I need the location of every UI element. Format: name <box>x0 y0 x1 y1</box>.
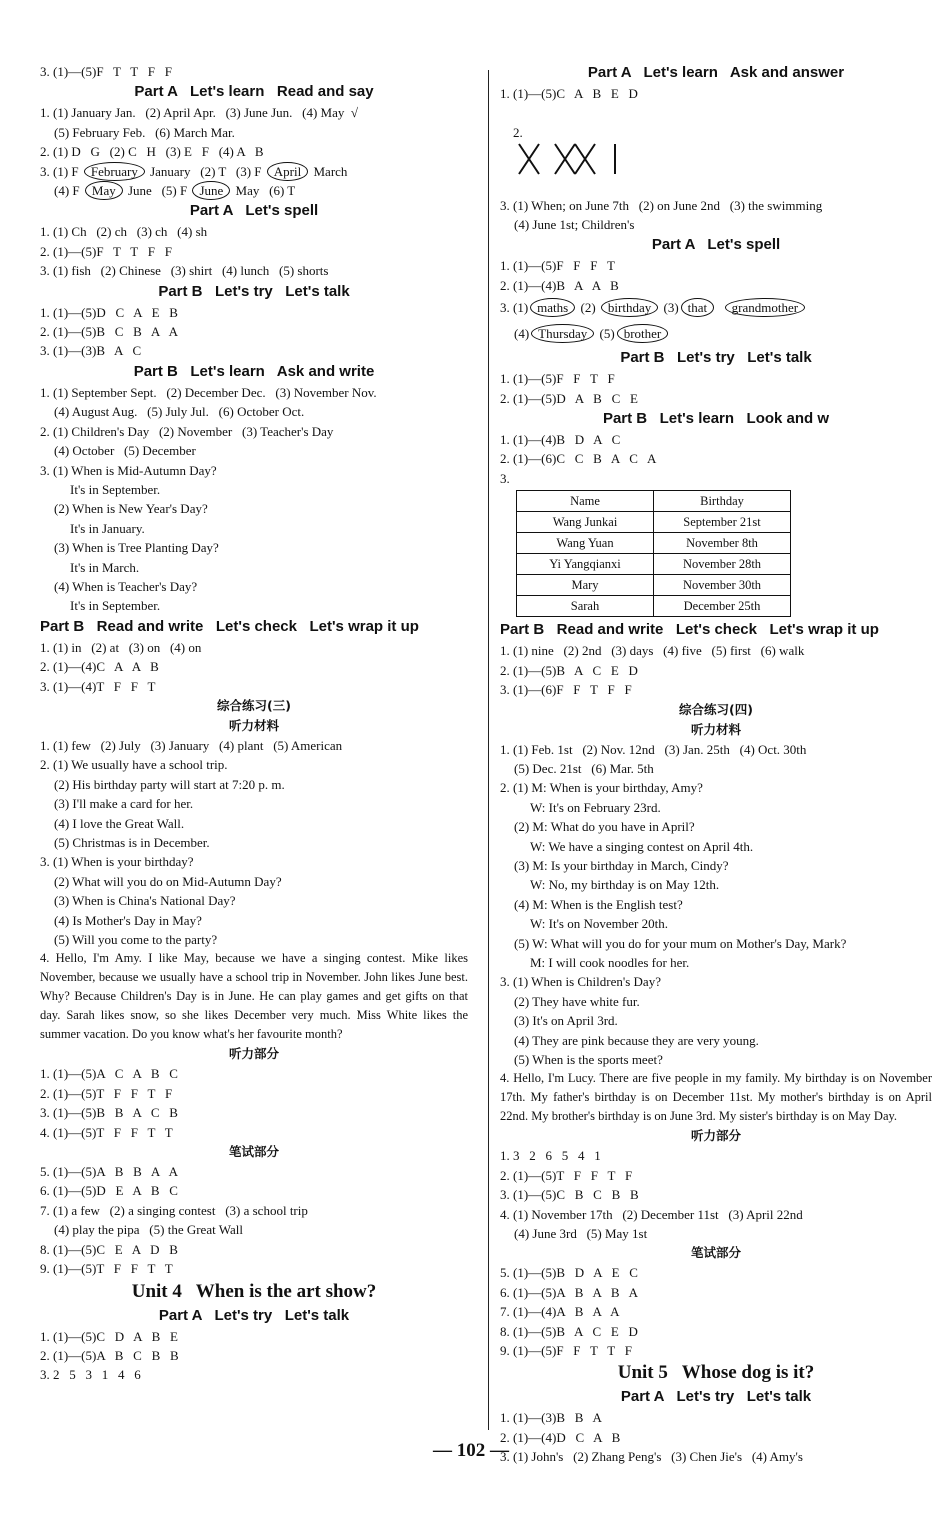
answer-line: 3. (1)—(4)T F F T <box>40 678 156 694</box>
subsection-title: 听力材料 <box>690 721 741 737</box>
answer-line: (4) M: When is the English test? <box>514 896 683 912</box>
answer-line: (2) They have white fur. <box>514 993 640 1009</box>
section-heading: Part A Let's spell <box>651 236 781 254</box>
answer-line: 6. (1)—(5)D E A B C <box>40 1183 178 1199</box>
answer-line: 1. (1)—(5)F F F T <box>500 258 615 274</box>
answer-line: (4) They are pink because they are very young. <box>514 1032 759 1048</box>
answer-line: 6. (1)—(5)A B A B A <box>500 1284 638 1300</box>
answer-line: 1. (1) Ch (2) ch (3) ch (4) sh <box>40 224 208 240</box>
answer-line: 5. (1)—(5)A B B A A <box>40 1164 178 1180</box>
answer-line: It's in September. <box>70 481 161 497</box>
answer-line: 1. (1)—(3)B B A <box>500 1410 602 1426</box>
table-cell: Sarah <box>517 596 654 617</box>
answer-line: 1. (1) few (2) July (3) January (4) plant (5) American <box>40 737 343 753</box>
answer-line: (5) When is the sports meet? <box>514 1052 663 1067</box>
subsection-title: 听力部分 <box>690 1128 741 1144</box>
section-heading: Part B Let's learn Look and w <box>602 410 830 428</box>
answer-text: May (6) T <box>235 183 296 199</box>
section-heading: Part B Read and write Let's check Let's wrap it up <box>500 621 879 639</box>
answer-line: 1. (1) Feb. 1st (2) Nov. 12nd (3) Jan. 25th (4) Oct. 30th <box>500 741 807 757</box>
table-cell: November 28th <box>654 554 791 575</box>
answer-text: January (2) T (3) F <box>150 163 262 179</box>
answer-text: 3. (1) F <box>40 163 79 179</box>
answer-line: 2. (1)—(4)C A A B <box>40 659 159 675</box>
circled-word: that <box>681 298 715 317</box>
table-cell: September 21st <box>654 512 791 533</box>
answer-line: (5) W: What will you do for your mum on Mother's Day, Mark? <box>514 935 847 951</box>
matching-lines-icon <box>513 142 623 176</box>
answer-line: 2. (1)—(5)B C B A A <box>40 324 178 340</box>
answer-line: (5) February Feb. (6) March Mar. <box>54 124 235 140</box>
answer-line: (2) When is New Year's Day? <box>54 501 208 517</box>
table-header-row <box>517 491 791 512</box>
table-row <box>517 575 791 596</box>
answer-text: (2) <box>580 300 596 316</box>
answer-line: 9. (1)—(5)F F T T F <box>500 1343 632 1359</box>
unit-title: Unit 5 Whose dog is it? <box>617 1362 815 1384</box>
answer-line: 3. (1)—(6)F F T F F <box>500 682 632 698</box>
answer-line: W: It's on February 23rd. <box>530 799 661 815</box>
answer-line: (5) Christmas is in December. <box>54 835 210 850</box>
answer-line: (5) Will you come to the party? <box>54 932 218 948</box>
answer-line: 3. (1) John's (2) Zhang Peng's (3) Chen Jie's (4) Amy's <box>500 1449 803 1465</box>
table-header-cell: Birthday <box>654 491 791 512</box>
circled-word: brother <box>617 324 669 343</box>
unit-title: Unit 4 When is the art show? <box>131 1280 377 1302</box>
table-cell: Yi Yangqianxi <box>517 554 654 575</box>
answer-line: 1. (1)—(5)D C A E B <box>40 304 178 320</box>
answer-line: 2. (1) D G (2) C H (3) E F (4) A B <box>40 144 264 160</box>
answer-line: 3. (1) When is Children's Day? <box>500 974 661 990</box>
answer-line: 3. (1)—(5)F T T F F <box>40 64 172 79</box>
answer-line: 3. (1)—(5)C B C B B <box>500 1187 639 1203</box>
answer-line: M: I will cook noodles for her. <box>530 954 690 970</box>
answer-text: June (5) F <box>127 183 188 199</box>
answer-line: 1. (1)—(4)B D A C <box>500 432 621 448</box>
section-heading: Part A Let's learn Read and say <box>134 83 374 101</box>
answer-line: 2. (1) Children's Day (2) November (3) Teacher's Day <box>40 423 334 439</box>
section-heading: Part B Read and write Let's check Let's wrap it up <box>40 617 419 635</box>
answer-line-circled <box>500 295 932 321</box>
answer-line: (3) I'll make a card for her. <box>54 796 194 812</box>
answer-line: 1. (1)—(5)A C A B C <box>40 1066 178 1082</box>
answer-line-circled <box>40 162 468 181</box>
answer-line: 7. (1)—(4)A B A A <box>500 1304 620 1320</box>
answer-line-circled <box>40 181 468 200</box>
answer-line: 3. (1)—(3)B A C <box>40 343 142 359</box>
section-heading: Part A Let's try Let's talk <box>620 1388 812 1406</box>
answer-line: It's in March. <box>70 559 140 575</box>
answer-line: 8. (1)—(5)C E A D B <box>40 1241 178 1257</box>
table-row <box>517 512 791 533</box>
table-cell: November 8th <box>654 533 791 554</box>
answer-line: 2. (1)—(5)D A B C E <box>500 390 638 406</box>
answer-line: 1. (1) nine (2) 2nd (3) days (4) five (5) first (6) walk <box>500 643 805 659</box>
answer-line: 2. (1)—(5)B A C E D <box>500 662 638 678</box>
answer-line: (4) August Aug. (5) July Jul. (6) October Oct. <box>54 404 305 420</box>
subsection-title: 笔试部分 <box>228 1144 279 1160</box>
answer-line: 1. (1)—(5)F F T F <box>500 371 615 387</box>
answer-line: 3. (1) When is your birthday? <box>40 854 194 870</box>
answer-line: 3. (1) fish (2) Chinese (3) shirt (4) lunch (5) shorts <box>40 263 329 279</box>
subsection-title: 笔试部分 <box>690 1245 741 1261</box>
answer-line: 1. 3 2 6 5 4 1 <box>500 1148 601 1164</box>
table-row <box>517 533 791 554</box>
column-divider <box>488 70 489 1430</box>
answer-line: W: We have a singing contest on April 4th. <box>530 838 754 854</box>
answer-line: W: No, my birthday is on May 12th. <box>530 877 720 893</box>
answer-line: 3. (1) When; on June 7th (2) on June 2nd (3) the swimming <box>500 197 823 213</box>
answer-line: (2) What will you do on Mid-Autumn Day? <box>54 873 282 889</box>
answer-line: 5. (1)—(5)B D A E C <box>500 1265 638 1281</box>
answer-text: 3. (1) <box>500 300 529 316</box>
answer-line: (3) When is China's National Day? <box>54 893 236 909</box>
section-heading: Part B Let's try Let's talk <box>620 349 812 367</box>
answer-line: 1. (1) January Jan. (2) April Apr. (3) June Jun. (4) May √ <box>40 105 358 121</box>
circled-word: grandmother <box>725 298 805 317</box>
answer-line: 3. (1) When is Mid-Autumn Day? <box>40 462 217 478</box>
section-heading: Part A Let's spell <box>189 202 319 220</box>
answer-line: 2. (1)—(5)F T T F F <box>40 243 172 259</box>
answer-line: 4. (1)—(5)T F F T T <box>40 1124 173 1140</box>
answer-line: 9. (1)—(5)T F F T T <box>40 1261 173 1277</box>
answer-text: (3) <box>663 300 679 316</box>
circled-word: birthday <box>601 298 658 317</box>
subsection-title: 听力部分 <box>228 1046 279 1062</box>
circled-word: February <box>84 162 145 181</box>
table-row <box>517 554 791 575</box>
answer-line: (3) It's on April 3rd. <box>514 1013 618 1029</box>
answer-line: 2. (1)—(5)A B C B B <box>40 1347 179 1363</box>
answer-text: (4) <box>514 326 530 342</box>
answer-line: 3. (1)—(5)B B A C B <box>40 1105 178 1121</box>
table-cell: Wang Junkai <box>517 512 654 533</box>
answer-line: 8. (1)—(5)B A C E D <box>500 1323 638 1339</box>
circled-word: April <box>267 162 308 181</box>
answer-line: 3. <box>500 470 510 486</box>
answer-line: 2. (1)—(5)T F F T F <box>40 1085 173 1101</box>
subsection-title: 听力材料 <box>228 717 279 733</box>
answer-line: 2. (1) We usually have a school trip. <box>40 757 228 773</box>
answer-line: (4) Is Mother's Day in May? <box>54 912 202 928</box>
left-column <box>40 62 468 1385</box>
table-header-cell: Name <box>517 491 654 512</box>
listening-passage: 4. Hello, I'm Lucy. There are five people in my family. My birthday is on November 17th. My father's birthday is on December 11st. My mother's birthday is on April 22nd. My brother's birthday is on June 3rd. My sister's birthday is on May Day. <box>500 1071 932 1124</box>
answer-line: (3) When is Tree Planting Day? <box>54 540 219 556</box>
answer-line-circled <box>500 321 932 347</box>
answer-line: 2. (1)—(4)D C A B <box>500 1429 621 1445</box>
answer-text: (4) F <box>54 183 80 199</box>
answer-line: (4) June 3rd (5) May 1st <box>514 1226 648 1242</box>
matching-answer <box>500 103 932 195</box>
answer-line: (4) June 1st; Children's <box>514 217 635 233</box>
section-heading: Part B Let's try Let's talk <box>158 282 350 300</box>
table-cell: Wang Yuan <box>517 533 654 554</box>
practice-title: 综合练习(三) <box>217 697 291 713</box>
answer-line: It's in September. <box>70 598 161 614</box>
answer-line: 3. 2 5 3 1 4 6 <box>40 1367 141 1383</box>
right-column <box>500 62 932 1467</box>
answer-line: 1. (1) September Sept. (2) December Dec. (3) November Nov. <box>40 384 377 400</box>
practice-title: 综合练习(四) <box>679 701 753 717</box>
table-cell: November 30th <box>654 575 791 596</box>
table-row <box>517 596 791 617</box>
answer-line: 1. (1)—(5)C A B E D <box>500 86 638 101</box>
section-heading: Part A Let's learn Ask and answer <box>587 64 845 81</box>
answer-line: 2. (1)—(6)C C B A C A <box>500 451 657 467</box>
answer-line: 1. (1)—(5)C D A B E <box>40 1328 178 1344</box>
answer-line: 2. (1)—(5)T F F T F <box>500 1167 633 1183</box>
answer-line: (4) I love the Great Wall. <box>54 815 185 831</box>
table-cell: Mary <box>517 575 654 596</box>
section-heading: Part B Let's learn Ask and write <box>133 362 375 380</box>
answer-line: It's in January. <box>70 520 145 536</box>
answer-text: March <box>313 163 348 179</box>
answer-line: 4. (1) November 17th (2) December 11st (3) April 22nd <box>500 1206 803 1222</box>
section-heading: Part A Let's try Let's talk <box>158 1306 350 1324</box>
answer-line: 7. (1) a few (2) a singing contest (3) a school trip <box>40 1202 308 1218</box>
answer-text: 2. <box>513 124 523 140</box>
circled-word: maths <box>530 298 575 317</box>
answer-line: (5) Dec. 21st (6) Mar. 5th <box>514 760 654 776</box>
answer-line: (4) When is Teacher's Day? <box>54 578 198 594</box>
answer-line: (2) M: What do you have in April? <box>514 819 695 835</box>
answer-line: 2. (1) M: When is your birthday, Amy? <box>500 780 703 796</box>
circled-word: June <box>192 181 230 200</box>
circled-word: May <box>85 181 123 200</box>
answer-line: W: It's on November 20th. <box>530 916 668 932</box>
circled-word: Thursday <box>531 324 594 343</box>
answer-text: (5) <box>599 326 615 342</box>
table-cell: December 25th <box>654 596 791 617</box>
answer-line: (4) October (5) December <box>54 443 196 459</box>
listening-passage: 4. Hello, I'm Amy. I like May, because we have a singing contest. Mike likes November, because we usually have a school trip in November. John likes June best. Why? Because Children's Day is in June. He can play games and get gifts on that day. Sarah likes snow, so she likes December very much. Miss White likes the summer vacation. Do you know what's her favourite month? <box>40 951 468 1042</box>
answer-line: 2. (1)—(4)B A A B <box>500 277 619 293</box>
page-number: — 102 — <box>433 1440 509 1461</box>
answer-line: (4) play the pipa (5) the Great Wall <box>54 1222 243 1238</box>
answer-line: (3) M: Is your birthday in March, Cindy? <box>514 857 729 873</box>
answer-line: (2) His birthday party will start at 7:20 p. m. <box>54 776 285 792</box>
answer-line: 1. (1) in (2) at (3) on (4) on <box>40 639 202 655</box>
birthday-table <box>516 490 791 617</box>
